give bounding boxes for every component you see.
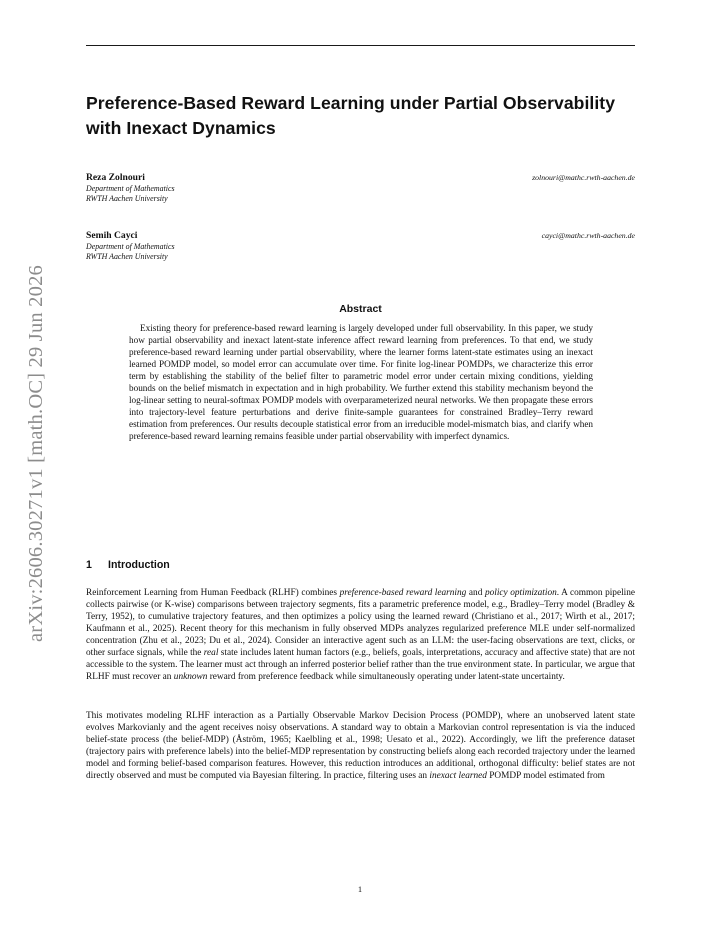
intro-paragraph-2 bbox=[86, 710, 635, 782]
intro-paragraph-1 bbox=[86, 587, 635, 683]
text-run: This motivates modeling RLHF interaction as a Partially Observable Markov Decision Process (POMDP), where an unobserved latent state evolves Markovianly and the agent receives noisy observations. A standard way to obtain a Markovian control representation is via the induced belief-state process (the belief-MDP) (Åström, 1965; Kaelbling et al., 1998; Uesato et al., 2022). Accordingly, we lift the preference dataset (trajectory pairs with preference labels) into the belief-MDP representation by constructing beliefs along each recorded trajectory under the learned model and forming belief-based comparison features. However, this reduction introduces an additional, orthogonal difficulty: belief states are not directly observed and must be computed via Bayesian filtering. In practice, filtering uses an bbox=[86, 711, 635, 781]
author-block-1 bbox=[86, 172, 635, 204]
author-block-2 bbox=[86, 230, 635, 262]
emphasis-run: preference-based reward learning bbox=[339, 588, 467, 598]
arxiv-identifier-text: arXiv:2606.30271v1 [math.OC] 29 Jun 2026 bbox=[24, 264, 47, 642]
top-rule bbox=[86, 45, 635, 46]
abstract-body: Existing theory for preference-based reward learning is largely developed under full observability. In this paper, we study how partial observability and inexact latent-state inference affect reward learning from preferences. To that end, we study preference-based reward learning under partial observability, where the learner forms latent-state estimates using an inexact learned POMDP model, so model error can accumulate over time. For finite log-linear POMDPs, we characterize this error term by establishing the stability of the belief filter to parametric model error under certain mixing conditions, yielding bounds on the belief mismatch in expectation and in high probability. We further extend this stability mechanism beyond the log-linear setting to neural-softmax POMDP models with overparameterized neural networks. We then propagate these errors into trajectory-level feature perturbations and derive finite-sample guarantees for constrained Bradley–Terry reward estimation from preferences. Our results decouple statistical error from an irreducible model-mismatch bias, and clarify when preference-based reward learning remains feasible under partial observability with imperfect dynamics. bbox=[129, 323, 593, 441]
text-run: and bbox=[466, 588, 485, 598]
section-heading bbox=[86, 559, 170, 571]
author-email[interactable]: zolnouri@mathc.rwth-aachen.de bbox=[532, 173, 635, 182]
arxiv-identifier-stamp bbox=[19, 248, 53, 658]
section-number: 1 bbox=[86, 559, 92, 571]
author-institution: RWTH Aachen University bbox=[86, 252, 168, 261]
paper-title: Preference-Based Reward Learning under Partial Observability with Inexact Dynamics bbox=[86, 93, 616, 138]
emphasis-run: policy optimization bbox=[484, 588, 557, 598]
text-run: state includes latent human factors (e.g., beliefs, goals, interpretations, accuracy and affective state) that are not accessible to the system. The learner must act through an inferred posterior belief rather than the true environment state. In particular, we argue that RLHF must recover an bbox=[86, 648, 635, 682]
text-run: Reinforcement Learning from Human Feedback (RLHF) combines bbox=[86, 588, 340, 598]
abstract-heading: Abstract bbox=[339, 303, 382, 315]
emphasis-run: inexact learned bbox=[429, 771, 487, 781]
text-run: . A common pipeline collects pairwise (or K-wise) comparisons between trajectory segments, fits a parametric preference model, e.g., Bradley–Terry model (Bradley & Terry, 1952), to cumulative trajectory features, and then optimizes a policy using the learned reward (Christiano et al., 2017; Wirth et al., 2017; Kaufmann et al., 2025). Recent theory for this mechanism in fully observed MDPs analyzes regularized preference MLE under self-normalized concentration (Zhu et al., 2023; Du et al., 2024). Consider an interactive agent such as an LLM: the user-facing observations are text, clicks, or other surface signals, while the bbox=[86, 588, 636, 658]
author-name: Semih Cayci bbox=[86, 230, 138, 241]
section-title: Introduction bbox=[108, 559, 170, 571]
author-department: Department of Mathematics bbox=[86, 242, 175, 251]
emphasis-run: unknown bbox=[173, 672, 208, 682]
author-name: Reza Zolnouri bbox=[86, 172, 145, 183]
text-run: reward from preference feedback while simultaneously operating under latent-state uncertainty. bbox=[207, 672, 565, 682]
author-department: Department of Mathematics bbox=[86, 184, 175, 193]
author-email[interactable]: cayci@mathc.rwth-aachen.de bbox=[541, 231, 635, 240]
page-number: 1 bbox=[357, 884, 363, 894]
author-institution: RWTH Aachen University bbox=[86, 194, 168, 203]
text-run: POMDP model estimated from bbox=[486, 771, 605, 781]
emphasis-run: real bbox=[203, 648, 219, 658]
